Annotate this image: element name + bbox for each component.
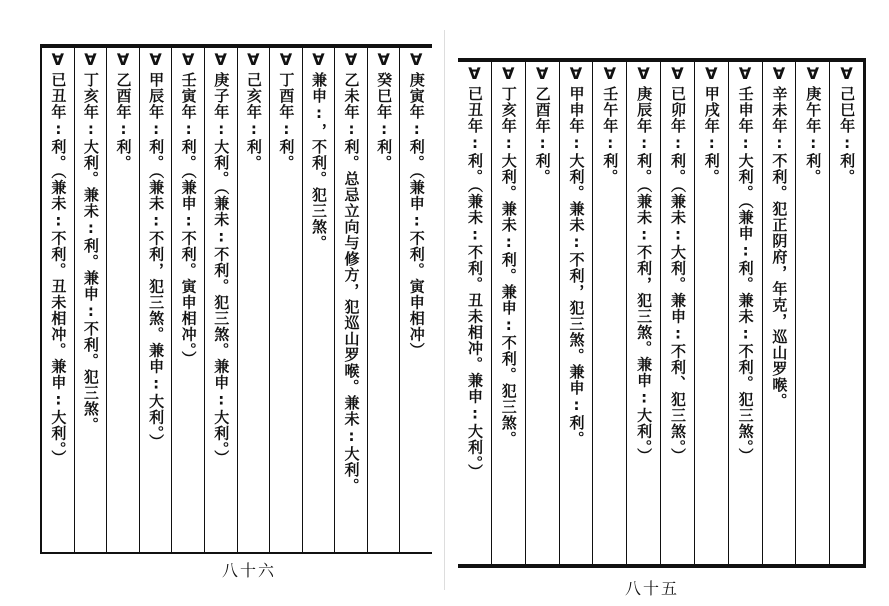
column-text: 丁亥年:大利。兼未:利。兼申:不利。犯三煞。 [81, 72, 100, 433]
left-column-12 [42, 48, 74, 552]
right-column-9 [559, 62, 593, 564]
left-column-11 [74, 48, 107, 552]
column-mark-icon: ∀ [705, 64, 718, 83]
column-text: 庚辰年:利。（兼未:不利，犯三煞。兼申:大利。） [635, 86, 654, 464]
column-text: 壬寅年:利。（兼申:不利。寅申相冲。） [179, 72, 198, 367]
right-column-1 [829, 62, 863, 564]
left-column-5 [269, 48, 302, 552]
left-page [40, 44, 432, 554]
right-column-12 [458, 62, 491, 564]
column-mark-icon: ∀ [840, 64, 853, 83]
left-column-3 [334, 48, 367, 552]
right-page [458, 58, 866, 568]
column-text: 丁酉年:利。 [277, 72, 296, 171]
column-text: 已丑年:利。（兼未:不利。丑未相冲。兼申:大利。） [49, 72, 68, 466]
column-mark-icon: ∀ [468, 64, 481, 83]
left-column-1 [399, 48, 432, 552]
right-page-number: 八十五 [625, 579, 680, 598]
right-column-7 [626, 62, 660, 564]
column-text: 癸巳年:利。 [375, 72, 394, 171]
right-column-5 [694, 62, 728, 564]
column-text: 甲辰年:利。（兼未:不利，犯三煞。兼申:大利。） [147, 72, 166, 450]
column-mark-icon: ∀ [569, 64, 583, 83]
column-text: 已卯年:利。（兼未:大利。兼申:不利、犯三煞。） [668, 86, 687, 464]
left-column-4 [302, 48, 335, 552]
column-text: 壬午年:利。 [601, 86, 620, 185]
left-column-2 [367, 48, 400, 552]
column-mark-icon: ∀ [772, 64, 786, 83]
column-mark-icon: ∀ [247, 50, 260, 69]
column-mark-icon: ∀ [806, 64, 819, 83]
right-column-2 [795, 62, 829, 564]
left-column-10 [106, 48, 139, 552]
column-text: 庚午年:利。 [804, 86, 823, 185]
right-column-6 [660, 62, 694, 564]
column-text: 兼申:，不利。犯三煞。 [309, 72, 328, 251]
column-text: 已丑年:利。（兼未:不利。丑未相冲。兼申:大利。） [465, 86, 484, 480]
column-text: 庚子年:大利。（兼未:不利。犯三煞。兼申:大利。） [212, 72, 231, 466]
right-column-10 [525, 62, 559, 564]
column-mark-icon: ∀ [535, 64, 549, 83]
column-text: 辛未年:不利。犯正阴府，年克，巡山罗喉。 [770, 86, 789, 409]
column-text: 甲戌年:利。 [702, 86, 721, 185]
left-column-9 [139, 48, 172, 552]
right-column-11 [491, 62, 525, 564]
column-text: 己巳年:利。 [838, 86, 857, 185]
left-column-7 [204, 48, 237, 552]
column-mark-icon: ∀ [344, 50, 358, 69]
column-text: 乙酉年:利。 [114, 72, 133, 171]
right-column-3 [762, 62, 796, 564]
column-text: 壬申年:大利。（兼申:利。兼未:不利。犯三煞。） [736, 86, 755, 464]
left-column-6 [237, 48, 270, 552]
column-text: 丁亥年:大利。兼未:利。兼申:不利。犯三煞。 [499, 86, 518, 447]
column-mark-icon: ∀ [181, 50, 195, 69]
column-text: 乙未年:利。总忌立向与修方，犯巡山罗喉。兼未:大利。 [342, 72, 361, 494]
column-text: 庚寅年:利。（兼申:不利。寅申相冲） [407, 72, 426, 359]
column-mark-icon: ∀ [149, 50, 162, 69]
column-text: 乙酉年:利。 [533, 86, 552, 185]
column-mark-icon: ∀ [603, 64, 616, 83]
column-mark-icon: ∀ [410, 50, 423, 69]
column-mark-icon: ∀ [116, 50, 130, 69]
column-text: 甲申年:大利。兼未:不利，犯三煞。兼申:利。 [567, 86, 586, 447]
right-column-4 [728, 62, 762, 564]
column-mark-icon: ∀ [214, 50, 227, 69]
left-page-number: 八十六 [222, 561, 277, 580]
column-mark-icon: ∀ [312, 50, 325, 69]
column-mark-icon: ∀ [377, 50, 390, 69]
column-mark-icon: ∀ [84, 50, 97, 69]
right-page-columns [458, 62, 863, 564]
column-mark-icon: ∀ [51, 50, 65, 69]
left-page-columns [42, 48, 432, 552]
column-mark-icon: ∀ [637, 64, 650, 83]
column-text: 己亥年:利。 [244, 72, 263, 171]
column-mark-icon: ∀ [671, 64, 684, 83]
right-column-8 [592, 62, 626, 564]
column-mark-icon: ∀ [502, 64, 515, 83]
column-mark-icon: ∀ [738, 64, 752, 83]
left-column-8 [171, 48, 204, 552]
book-gutter [444, 30, 445, 590]
column-mark-icon: ∀ [279, 50, 293, 69]
